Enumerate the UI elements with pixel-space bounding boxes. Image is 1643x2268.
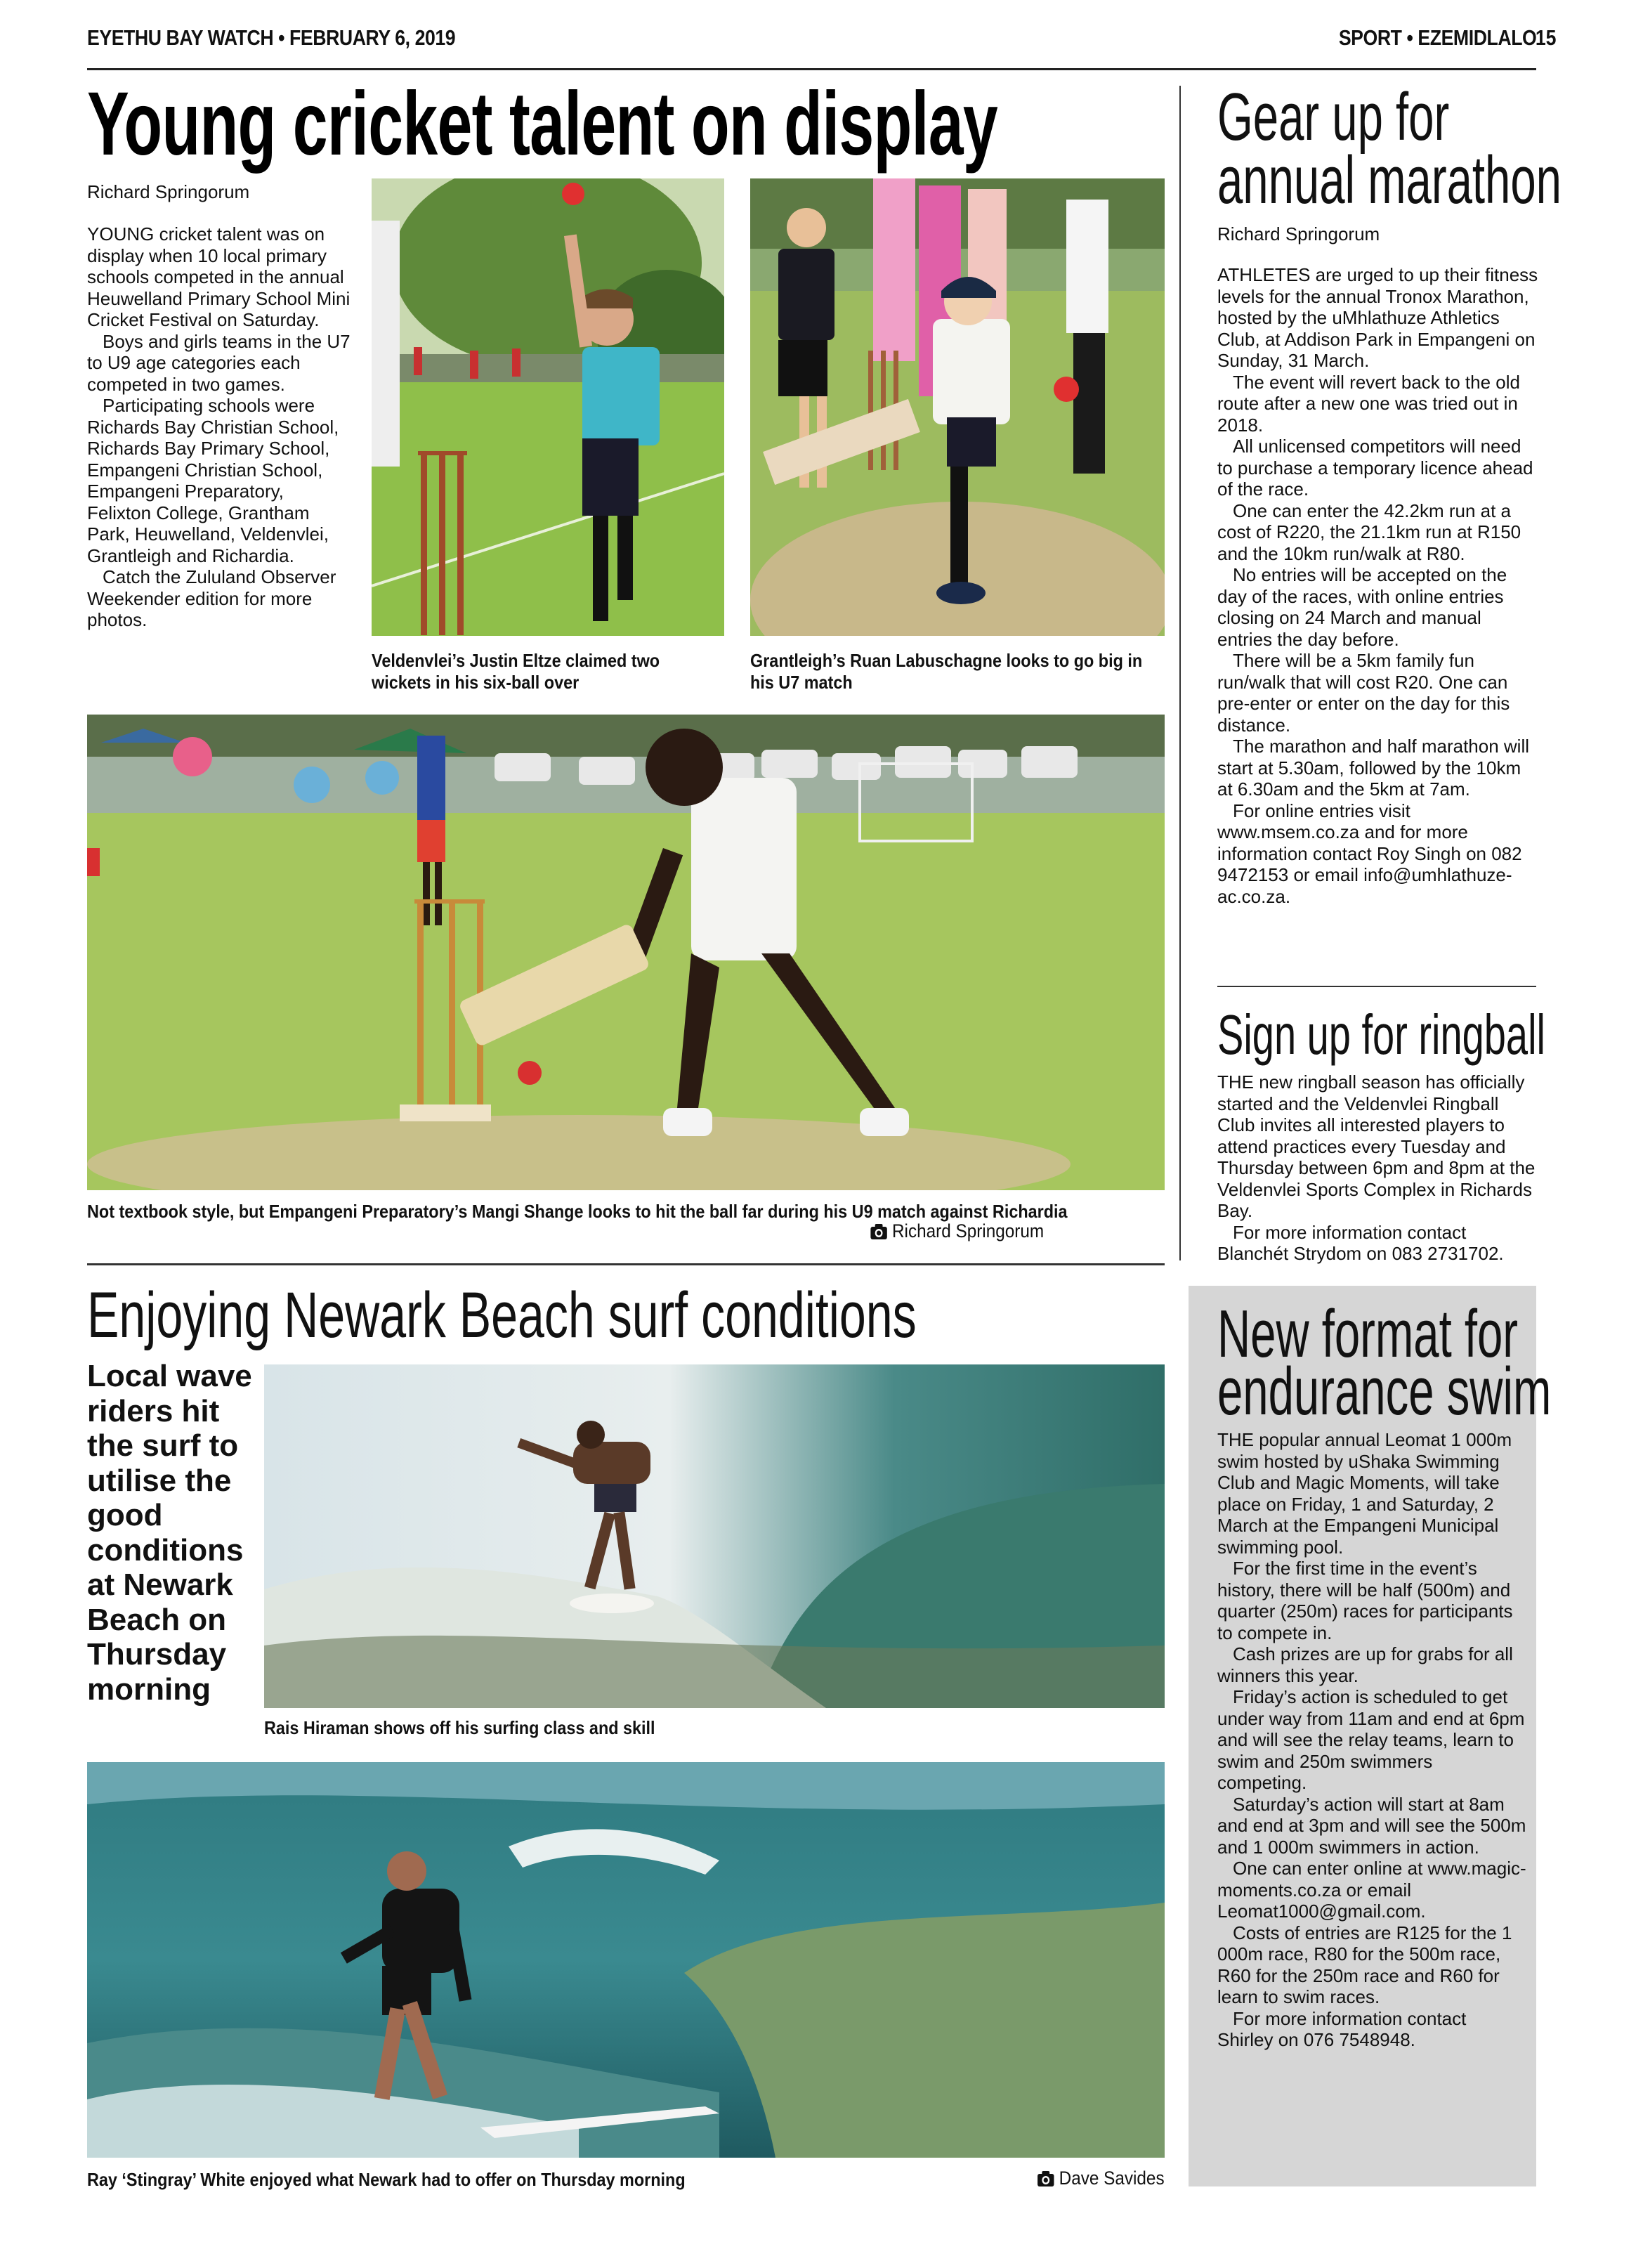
photo3-credit-name: Richard Springorum: [891, 1220, 1044, 1241]
cricket-headline: Young cricket talent on display: [87, 74, 998, 174]
photo3-credit: [870, 1220, 1044, 1242]
marathon-headline-line1: Gear up for: [1217, 79, 1450, 155]
photo2-caption: Grantleigh’s Ruan Labuschagne looks to go big in his U7 match: [750, 650, 1143, 693]
surf-photo1-caption: Rais Hiraman shows off his surfing class and skill: [264, 1717, 655, 1738]
publication-dateline: EYETHU BAY WATCH • FEBRUARY 6, 2019: [87, 25, 456, 50]
swim-headline-line1: New format for: [1217, 1296, 1519, 1371]
marathon-paragraph: No entries will be accepted on the day of the races, with online entries closing on 24 March and manual entries the day before.: [1217, 564, 1507, 650]
photo-batsman-u7: [750, 178, 1165, 636]
swim-paragraph: For more information contact Shirley on 076 7548948.: [1217, 2007, 1467, 2050]
marathon-paragraph: For online entries visit www.msem.co.za and for more information contact Roy Singh on 082 9472153 or email info@umhlathuze-ac.co.za.: [1217, 800, 1522, 907]
marathon-paragraph: All unlicensed competitors will need to purchase a temporary licence ahead of the race.: [1217, 436, 1533, 500]
photo-surfer-ray: [87, 1762, 1165, 2158]
cricket-paragraph: Catch the Zululand Observer Weekender edition for more photos.: [87, 566, 336, 630]
marathon-divider: [1217, 986, 1536, 987]
ringball-paragraph: THE new ringball season has officially started and the Veldenvlei Ringball Club invites all interested players to attend practices every Tuesday and Thursday between 6pm and 8pm at the Veldenvlei Sports Complex in Richards Bay.: [1217, 1071, 1536, 1221]
swim-headline-line2: endurance swim: [1217, 1354, 1552, 1429]
swim-paragraph: THE popular annual Leomat 1 000m swim hosted by uShaka Swimming Club and Magic Moments, will take place on Friday, 1 and Saturday, 2 March at the Empangeni Municipal swimming pool.: [1217, 1429, 1512, 1558]
swim-paragraph: Cash prizes are up for grabs for all winners this year.: [1217, 1643, 1513, 1686]
ringball-headline: Sign up for ringball: [1217, 1003, 1545, 1066]
swim-body: [1217, 1429, 1526, 2051]
marathon-paragraph: The marathon and half marathon will start at 5.30am, followed by the 10km at 6.30am and the 5km at 7am.: [1217, 736, 1530, 800]
cricket-body: [87, 223, 351, 631]
surf-intro: Local wave riders hit the surf to utilise the good conditions at Newark Beach on Thursday morning: [87, 1359, 252, 1707]
cricket-paragraph: Participating schools were Richards Bay Christian School, Richards Bay Primary School, Empangeni Christian School, Empangeni Preparatory, Felixton College, Grantham Park, Heuwelland, Veldenvlei, Grantleigh and Richardia.: [87, 395, 339, 566]
marathon-paragraph: There will be a 5km family fun run/walk that will cost R20. One can pre-enter or enter on the day for this distance.: [1217, 650, 1510, 736]
photo-batsman-u9: [87, 715, 1165, 1190]
swim-headline: [1217, 1296, 1552, 1429]
header-rule: [87, 68, 1536, 70]
swim-paragraph: One can enter online at www.magic-moments.co.za or email Leomat1000@gmail.com.: [1217, 1858, 1526, 1922]
surf-photo2-credit: [1037, 2168, 1165, 2189]
photo-bowler: [372, 178, 724, 636]
ringball-paragraph: For more information contact Blanchét Strydom on 083 2731702.: [1217, 1221, 1504, 1264]
marathon-headline: [1217, 79, 1562, 218]
section-label: SPORT • EZEMIDLALO: [1338, 25, 1536, 50]
marathon-byline: Richard Springorum: [1217, 223, 1380, 245]
ringball-body: [1217, 1071, 1540, 1265]
photo-surfer-rais: [264, 1364, 1165, 1708]
marathon-body: [1217, 264, 1540, 907]
surf-headline: Enjoying Newark Beach surf conditions: [87, 1279, 917, 1351]
marathon-headline-line2: annual marathon: [1217, 143, 1562, 218]
surf-photo2-caption: Ray ‘Stingray’ White enjoyed what Newark had to offer on Thursday morning: [87, 2169, 686, 2190]
section-divider: [87, 1263, 1165, 1265]
surf-photo2-credit-name: Dave Savides: [1059, 2168, 1165, 2189]
marathon-paragraph: ATHLETES are urged to up their fitness levels for the annual Tronox Marathon, hosted by the uMhlathuze Athletics Club, at Addison Park in Empangeni on Sunday, 31 March.: [1217, 264, 1538, 371]
camera-icon: [1037, 2169, 1056, 2189]
swim-paragraph: Costs of entries are R125 for the 1 000m race, R80 for the 500m race, R60 for the 250m race and R60 for learn to swim races.: [1217, 1922, 1512, 2007]
marathon-paragraph: One can enter the 42.2km run at a cost of R220, the 21.1km run at R150 and the 10km run/walk at R80.: [1217, 500, 1521, 564]
page-number: 15: [1535, 25, 1556, 50]
cricket-paragraph: Boys and girls teams in the U7 to U9 age categories each competed in two games.: [87, 330, 351, 395]
cricket-paragraph: YOUNG cricket talent was on display when 10 local primary schools competed in the annual Heuwelland Primary School Mini Cricket Festival on Saturday.: [87, 223, 351, 330]
swim-paragraph: For the first time in the event’s history, there will be half (500m) and quarter (250m) races for participants to compete in.: [1217, 1558, 1513, 1643]
column-divider: [1179, 86, 1181, 1260]
photo1-caption: Veldenvlei’s Justin Eltze claimed two wickets in his six-ball over: [372, 650, 660, 693]
swim-paragraph: Saturday’s action will start at 8am and end at 3pm and will see the 500m and 1 000m swimmers in action.: [1217, 1793, 1526, 1858]
photo3-caption: Not textbook style, but Empangeni Preparatory’s Mangi Shange looks to hit the ball far during his U9 match against Richardia: [87, 1201, 1068, 1222]
swim-paragraph: Friday’s action is scheduled to get under way from 11am and end at 6pm and will see the relay teams, learn to swim and 250m swimmers competing.: [1217, 1686, 1525, 1793]
marathon-paragraph: The event will revert back to the old route after a new one was tried out in 2018.: [1217, 371, 1520, 436]
camera-icon: [870, 1222, 889, 1241]
cricket-byline: Richard Springorum: [87, 181, 250, 202]
